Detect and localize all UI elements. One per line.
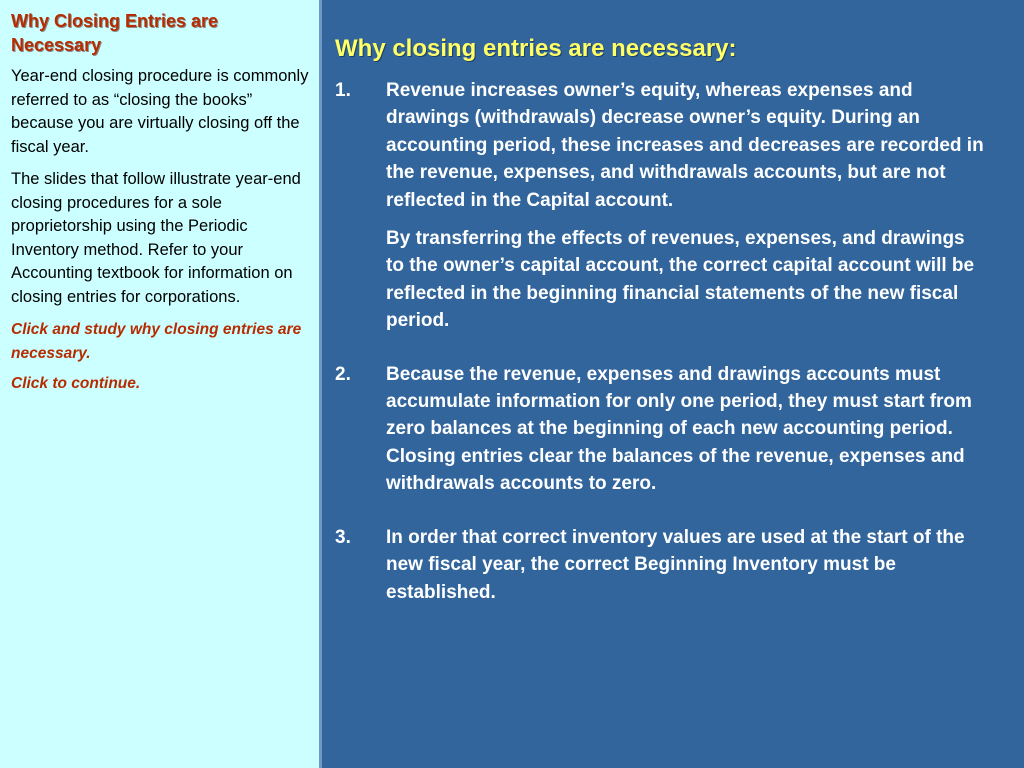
study-closing-entries-link[interactable]: Click and study why closing entries are necessary. (11, 321, 302, 362)
reason-item-3 (335, 524, 985, 606)
sidebar-panel (0, 0, 322, 768)
main-content (335, 0, 995, 768)
reason-paragraph: By transferring the effects of revenues, expenses, and drawings to the owner’s capital account, the correct capital account will be reflected in the beginning financial statements of the new fiscal period. (386, 228, 975, 332)
reason-paragraph: In order that correct inventory values are used at the start of the new fiscal year, the correct Beginning Inventory must be established. (386, 526, 965, 603)
sidebar-paragraph-procedures: The slides that follow illustrate year-end closing procedures for a sole proprietorship using the Periodic Inventory method. Refer to your Accounting textbook for information on closing entries for corporations. (11, 170, 301, 306)
reason-item-2 (335, 361, 985, 498)
reasons-list (335, 77, 985, 632)
reason-item-1 (335, 77, 985, 335)
reason-paragraph: Revenue increases owner’s equity, whereas expenses and drawings (withdrawals) decrease owner’s equity. During an accounting period, these increases and decreases are recorded in the revenue, expenses, and withdrawals accounts, but are not reflected in the Capital account. (386, 80, 984, 211)
reason-number: 2. (335, 363, 351, 385)
reason-body (386, 361, 985, 498)
page-title: Why closing entries are necessary: (335, 35, 737, 62)
sidebar-title: Why Closing Entries are Necessary (11, 11, 219, 55)
reason-number: 3. (335, 526, 351, 548)
reason-number: 1. (335, 80, 351, 101)
reason-body (386, 77, 985, 335)
reason-body (386, 524, 985, 606)
sidebar-paragraph-intro: Year-end closing procedure is commonly referred to as “closing the books” because you are virtually closing off the fiscal year. (11, 67, 309, 156)
continue-link[interactable]: Click to continue. (11, 375, 141, 392)
reason-paragraph: Because the revenue, expenses and drawings accounts must accumulate information for only one period, they must start from zero balances at the beginning of each new accounting period. Closing entries clear the balances of the revenue, expenses and withdrawals accounts to zero. (386, 363, 972, 495)
